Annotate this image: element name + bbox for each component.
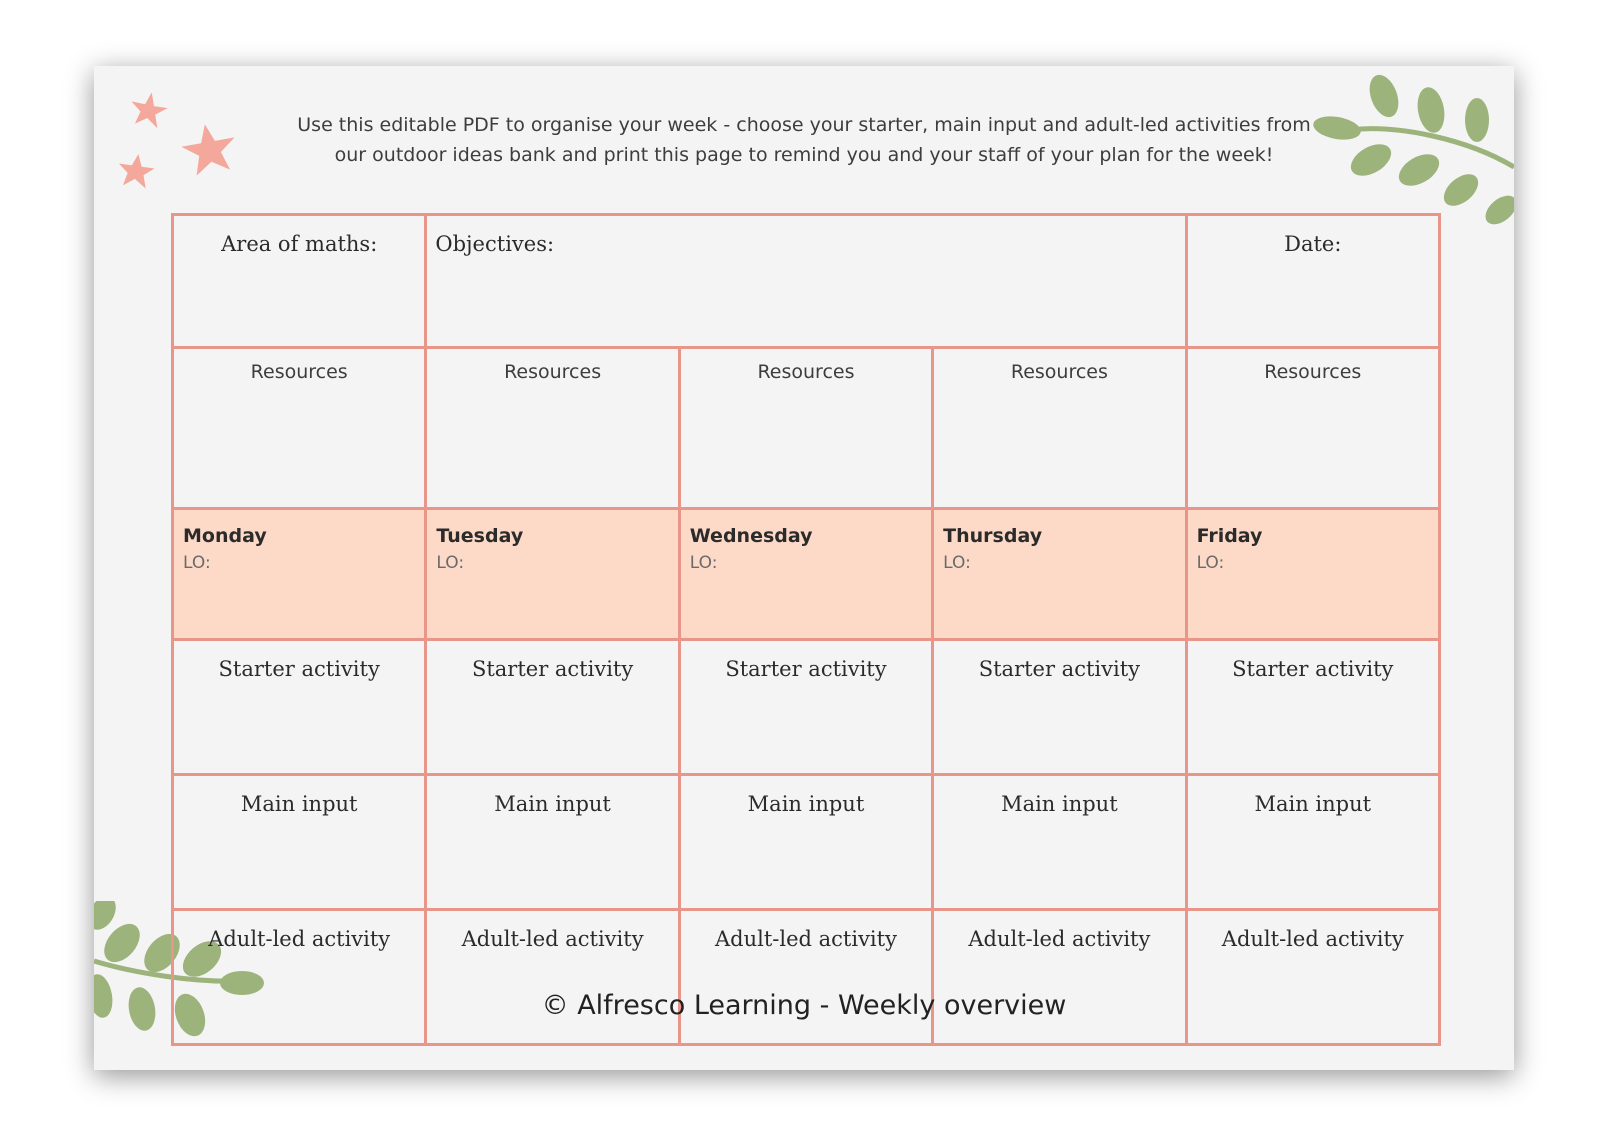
main-input-label: Main input (1254, 792, 1372, 816)
resources-label: Resources (757, 361, 855, 383)
resources-field[interactable] (1186, 348, 1439, 509)
adult-led-activity-field[interactable] (1186, 910, 1439, 1045)
day-row (173, 509, 1440, 640)
main-input-row (173, 775, 1440, 910)
main-input-field[interactable] (1186, 775, 1439, 910)
weekly-plan-table (171, 213, 1441, 1046)
resources-label: Resources (1010, 361, 1108, 383)
adult-led-activity-label: Adult-led activity (461, 927, 644, 951)
adult-led-activity-field[interactable] (679, 910, 932, 1045)
lo-label: LO: (183, 553, 211, 573)
day-name: Tuesday (436, 525, 524, 547)
adult-led-activity-label: Adult-led activity (968, 927, 1151, 951)
main-input-label: Main input (1001, 792, 1118, 816)
day-name: Monday (183, 525, 267, 547)
intro-line-2: our outdoor ideas bank and print this page to remind you and your staff of your plan for the week! (334, 144, 1274, 166)
main-input-field[interactable] (173, 775, 426, 910)
day-name: Wednesday (689, 525, 813, 547)
footer-copyright: © Alfresco Learning - Weekly overview (541, 990, 1067, 1021)
starter-activity-field[interactable] (679, 640, 932, 775)
date-field[interactable] (1186, 215, 1439, 348)
objectives-label: Objectives: (435, 232, 555, 256)
main-input-field[interactable] (933, 775, 1186, 910)
intro-line-1: Use this editable PDF to organise your week - choose your starter, main input and adult-led activities from (297, 114, 1311, 136)
adult-led-activity-label: Adult-led activity (1221, 927, 1404, 951)
adult-led-activity-field[interactable] (933, 910, 1186, 1045)
adult-led-activity-field[interactable] (426, 910, 679, 1045)
leaf-branch-icon (1309, 72, 1514, 232)
header-row (173, 215, 1440, 348)
day-name: Friday (1196, 525, 1263, 547)
day-tuesday-field[interactable] (426, 509, 679, 640)
intro-text (274, 110, 1334, 170)
adult-led-activity-field[interactable] (173, 910, 426, 1045)
date-label: Date: (1284, 232, 1342, 256)
resources-field[interactable] (173, 348, 426, 509)
starfish-icon (114, 86, 254, 206)
starter-activity-label: Starter activity (218, 657, 380, 681)
starter-activity-label: Starter activity (725, 657, 887, 681)
resources-row (173, 348, 1440, 509)
adult-led-activity-label: Adult-led activity (208, 927, 391, 951)
starter-activity-field[interactable] (426, 640, 679, 775)
starter-activity-label: Starter activity (471, 657, 634, 681)
starter-row (173, 640, 1440, 775)
starter-activity-label: Starter activity (1232, 657, 1394, 681)
starter-activity-field[interactable] (173, 640, 426, 775)
day-thursday-field[interactable] (933, 509, 1186, 640)
lo-label: LO: (943, 553, 971, 573)
adult-led-activity-label: Adult-led activity (714, 927, 897, 951)
resources-label: Resources (504, 361, 602, 383)
worksheet-page (94, 66, 1514, 1070)
starter-activity-field[interactable] (1186, 640, 1439, 775)
main-input-label: Main input (494, 792, 611, 816)
day-monday-field[interactable] (173, 509, 426, 640)
lo-label: LO: (689, 553, 718, 573)
day-friday-field[interactable] (1186, 509, 1439, 640)
starter-activity-field[interactable] (933, 640, 1186, 775)
resources-label: Resources (1264, 361, 1362, 383)
resources-field[interactable] (933, 348, 1186, 509)
objectives-field[interactable] (426, 215, 1186, 348)
resources-label: Resources (250, 361, 348, 383)
area-of-maths-field[interactable] (173, 215, 426, 348)
starter-activity-label: Starter activity (978, 657, 1141, 681)
resources-field[interactable] (426, 348, 679, 509)
adult-led-row (173, 910, 1440, 1045)
main-input-label: Main input (240, 792, 358, 816)
lo-label: LO: (436, 553, 465, 573)
resources-field[interactable] (679, 348, 932, 509)
day-name: Thursday (943, 525, 1043, 547)
main-input-field[interactable] (426, 775, 679, 910)
lo-label: LO: (1196, 553, 1225, 573)
main-input-label: Main input (747, 792, 865, 816)
main-input-field[interactable] (679, 775, 932, 910)
area-of-maths-label: Area of maths: (221, 232, 378, 256)
day-wednesday-field[interactable] (679, 509, 932, 640)
